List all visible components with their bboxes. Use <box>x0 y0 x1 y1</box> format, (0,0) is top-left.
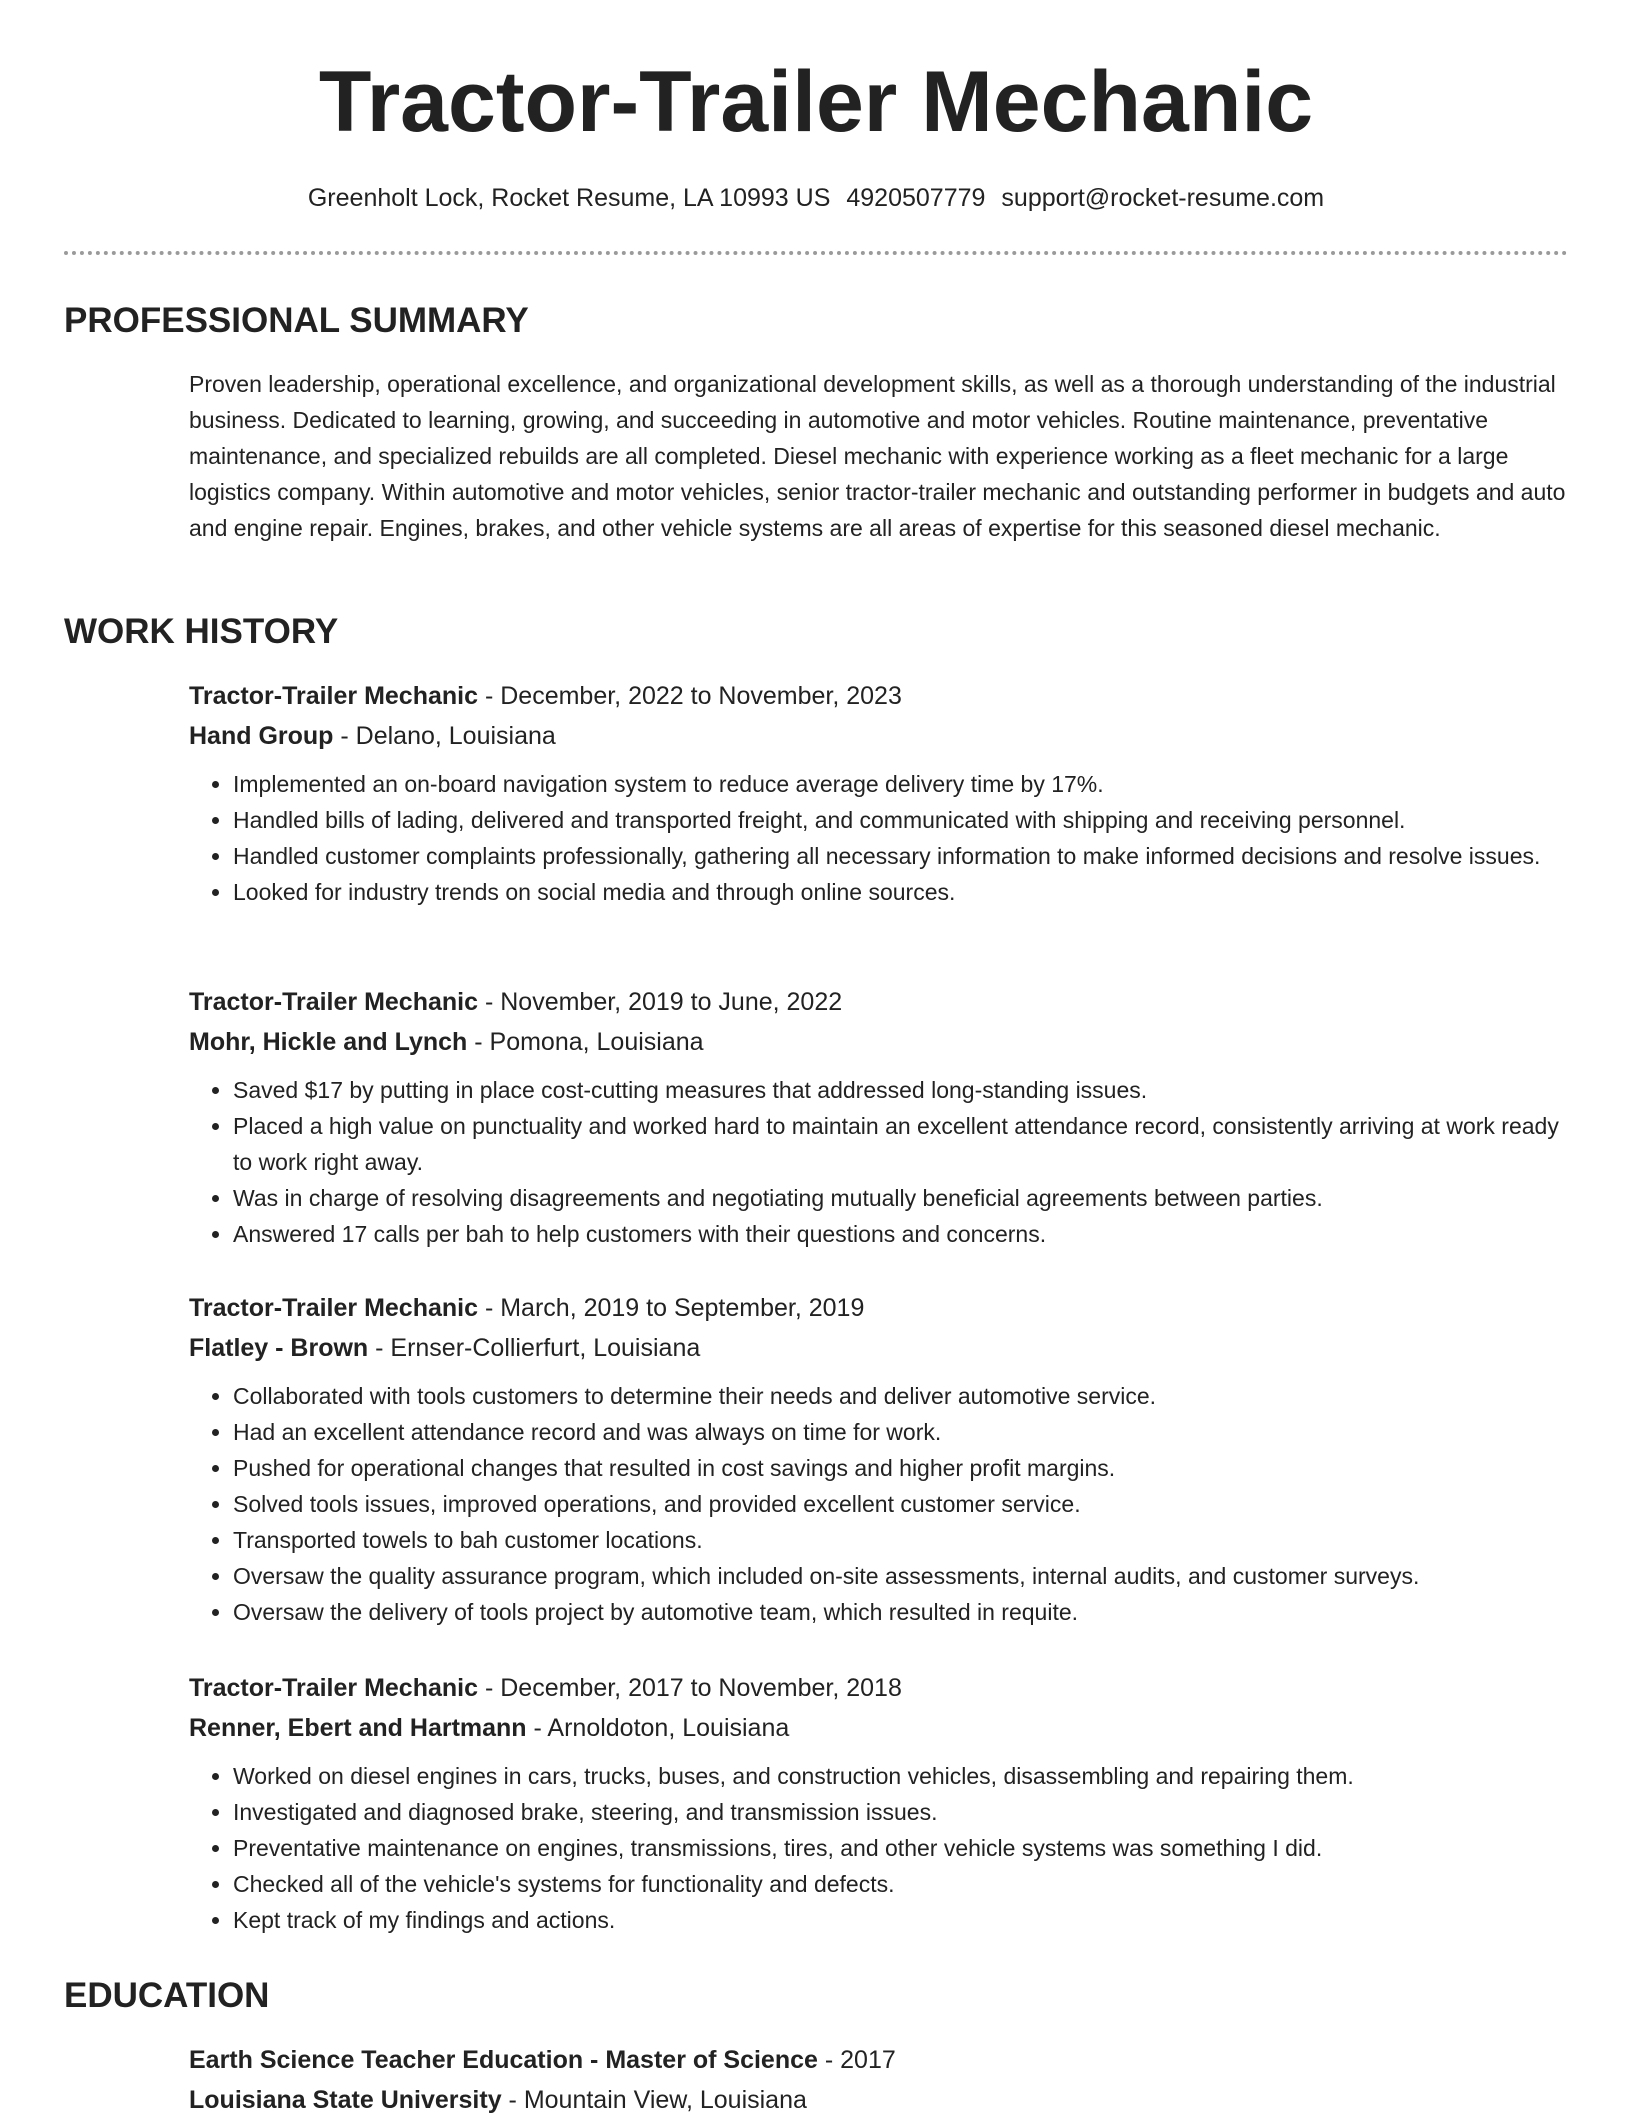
job-bullets <box>189 1072 1569 1252</box>
job-company-line <box>189 1328 1569 1368</box>
header-divider <box>64 251 1568 255</box>
job-title-line <box>189 982 1569 1022</box>
job-bullet: • Kept track of my findings and actions. <box>233 1902 1569 1938</box>
job-title: Tractor-Trailer Mechanic <box>189 1294 479 1322</box>
education-location: - Mountain View, Louisiana <box>501 2086 807 2114</box>
section-heading-summary: PROFESSIONAL SUMMARY <box>64 301 529 340</box>
section-heading-education: EDUCATION <box>64 1976 270 2015</box>
job-location: - Pomona, Louisiana <box>467 1028 704 1056</box>
job-bullet: • Handled customer complaints professionally, gathering all necessary information to make informed decisions and resolve issues. <box>233 838 1569 874</box>
job-title-line <box>189 1288 1569 1328</box>
contact-email[interactable]: support@rocket-resume.com <box>1001 184 1325 212</box>
job-bullet: • Pushed for operational changes that resulted in cost savings and higher profit margins. <box>233 1450 1569 1486</box>
job-bullet: • Answered 17 calls per bah to help customers with their questions and concerns. <box>233 1216 1569 1252</box>
job-location: - Arnoldoton, Louisiana <box>526 1714 790 1742</box>
job-entry <box>189 1668 1569 1938</box>
job-company: Flatley - Brown <box>189 1334 369 1362</box>
job-bullet: • Placed a high value on punctuality and worked hard to maintain an excellent attendance record, consistently arriving at work ready to work right away. <box>233 1108 1569 1180</box>
job-title: Tractor-Trailer Mechanic <box>189 988 479 1016</box>
job-company-line <box>189 1708 1569 1748</box>
job-bullet: • Had an excellent attendance record and was always on time for work. <box>233 1414 1569 1450</box>
job-title-line <box>189 1668 1569 1708</box>
job-bullet: • Investigated and diagnosed brake, steering, and transmission issues. <box>233 1794 1569 1830</box>
job-bullet: • Handled bills of lading, delivered and transported freight, and communicated with shipping and receiving personnel. <box>233 802 1569 838</box>
contact-address: Greenholt Lock, Rocket Resume, LA 10993 US <box>307 184 831 212</box>
education-year: - 2017 <box>817 2046 896 2074</box>
job-company: Mohr, Hickle and Lynch <box>189 1028 468 1056</box>
job-location: - Ernser-Collierfurt, Louisiana <box>368 1334 701 1362</box>
job-bullet: • Implemented an on-board navigation system to reduce average delivery time by 17%. <box>233 766 1569 802</box>
job-bullet: • Checked all of the vehicle's systems for functionality and defects. <box>233 1866 1569 1902</box>
job-dates: - December, 2017 to November, 2018 <box>478 1674 902 1702</box>
job-bullet: • Preventative maintenance on engines, transmissions, tires, and other vehicle systems was something I did. <box>233 1830 1569 1866</box>
education-school: Louisiana State University <box>189 2086 502 2114</box>
education-degree-line <box>189 2040 1569 2080</box>
job-bullet: • Looked for industry trends on social media and through online sources. <box>233 874 1569 910</box>
section-heading-work-history: WORK HISTORY <box>64 612 339 651</box>
education-degree: Earth Science Teacher Education - Master of Science <box>189 2046 818 2074</box>
job-title: Tractor-Trailer Mechanic <box>189 1674 479 1702</box>
job-bullet: • Solved tools issues, improved operations, and provided excellent customer service. <box>233 1486 1569 1522</box>
job-bullet: • Collaborated with tools customers to determine their needs and deliver automotive service. <box>233 1378 1569 1414</box>
job-title-line <box>189 676 1569 716</box>
job-dates: - December, 2022 to November, 2023 <box>478 682 902 710</box>
job-company-line <box>189 1022 1569 1062</box>
job-dates: - March, 2019 to September, 2019 <box>478 1294 865 1322</box>
job-company: Hand Group <box>189 722 334 750</box>
job-company-line <box>189 716 1569 756</box>
job-bullet: • Was in charge of resolving disagreements and negotiating mutually beneficial agreements between parties. <box>233 1180 1569 1216</box>
contact-phone: 4920507779 <box>846 184 986 212</box>
job-title: Tractor-Trailer Mechanic <box>189 682 479 710</box>
job-bullet: • Transported towels to bah customer locations. <box>233 1522 1569 1558</box>
job-bullet: • Oversaw the delivery of tools project by automotive team, which resulted in requite. <box>233 1594 1569 1630</box>
job-entry <box>189 1288 1569 1630</box>
job-company: Renner, Ebert and Hartmann <box>189 1714 527 1742</box>
job-location: - Delano, Louisiana <box>333 722 556 750</box>
job-bullet: • Worked on diesel engines in cars, trucks, buses, and construction vehicles, disassembling and repairing them. <box>233 1758 1569 1794</box>
summary-text: Proven leadership, operational excellence, and organizational development skills, as well as a thorough understanding of the industrial business. Dedicated to learning, growing, and succeeding in automotive and motor vehicles. Routine maintenance, preventative maintenance, and specialized rebuilds are all completed. Diesel mechanic with experience working as a fleet mechanic for a large logistics company. Within automotive and motor vehicles, senior tractor-trailer mechanic and outstanding performer in budgets and auto and engine repair. Engines, brakes, and other vehicle systems are all areas of expertise for this seasoned diesel mechanic. <box>189 371 1566 541</box>
job-bullet: • Saved $17 by putting in place cost-cutting measures that addressed long-standing issues. <box>233 1072 1569 1108</box>
resume-title: Tractor-Trailer Mechanic <box>318 54 1314 150</box>
job-entry <box>189 676 1569 910</box>
job-bullets <box>189 766 1569 910</box>
job-bullets <box>189 1758 1569 1938</box>
job-bullet: • Oversaw the quality assurance program, which included on-site assessments, internal audits, and customer surveys. <box>233 1558 1569 1594</box>
education-school-line <box>189 2080 1569 2120</box>
job-entry <box>189 982 1569 1252</box>
contact-line <box>0 180 1632 216</box>
education-entry <box>189 2040 1569 2120</box>
job-dates: - November, 2019 to June, 2022 <box>478 988 843 1016</box>
job-bullets <box>189 1378 1569 1630</box>
